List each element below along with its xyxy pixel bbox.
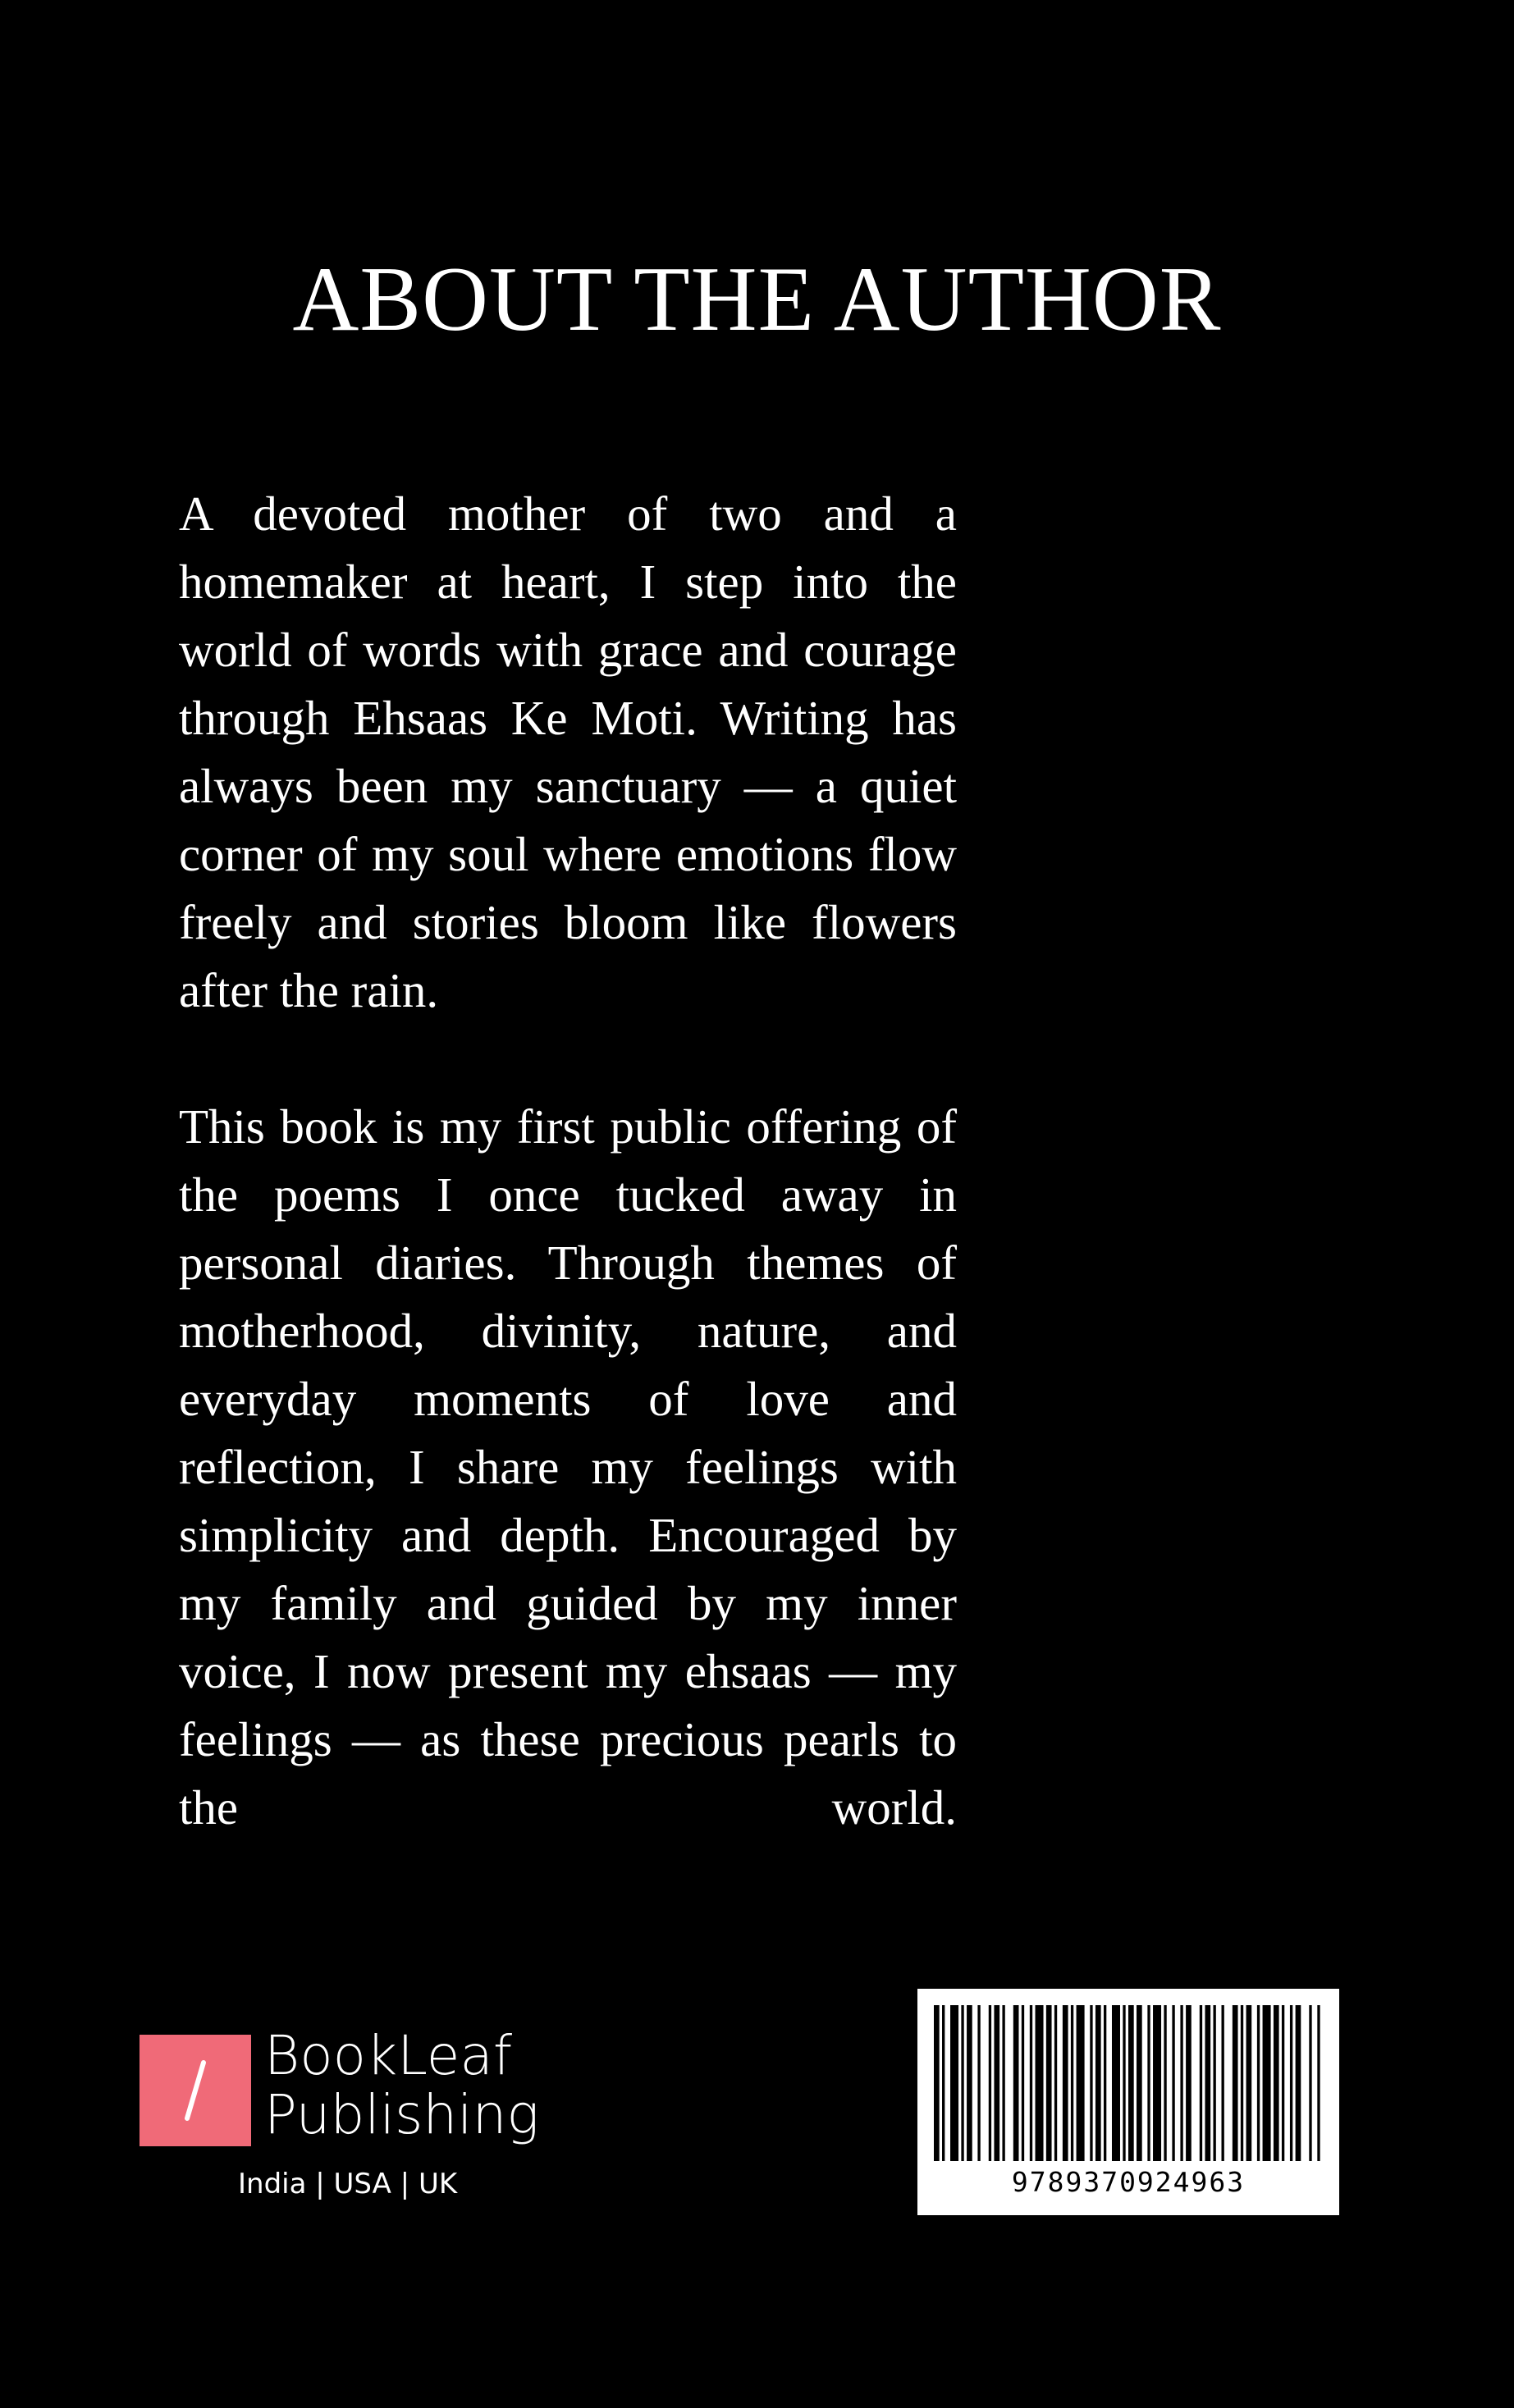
slash-icon (140, 2035, 251, 2146)
publisher-name-line2: Publishing (264, 2083, 540, 2146)
publisher-name-line1: BookLeaf (264, 2024, 513, 2087)
logo-mark (140, 2035, 251, 2146)
publisher-logo (140, 2024, 566, 2207)
bio-paragraph-2: This book is my first public offering of the poems I once tucked away in personal diaries. Through themes of motherhood, divinity, nature, and everyday moments of love and reflection, I share my feelings with simplicity and depth. Encouraged by my family and guided by my inner voice, I now present my ehsaas — my feelings — as these precious pearls to the world. (179, 1099, 957, 1835)
section-title: ABOUT THE AUTHOR (292, 249, 1222, 350)
publisher-regions: India | USA | UK (238, 2168, 458, 2200)
isbn-barcode (917, 1989, 1339, 2215)
isbn-number: 9789370924963 (1011, 2166, 1246, 2198)
bio-paragraph-1: A devoted mother of two and a homemaker at heart, I step into the world of words with grace and courage through Ehsaas Ke Moti. Writing has always been my sanctuary — a quiet corner of my soul where emotions flow freely and stories bloom like flowers after the rain. (179, 487, 957, 1017)
author-bio (179, 480, 957, 1910)
barcode-bars (934, 2005, 1323, 2161)
